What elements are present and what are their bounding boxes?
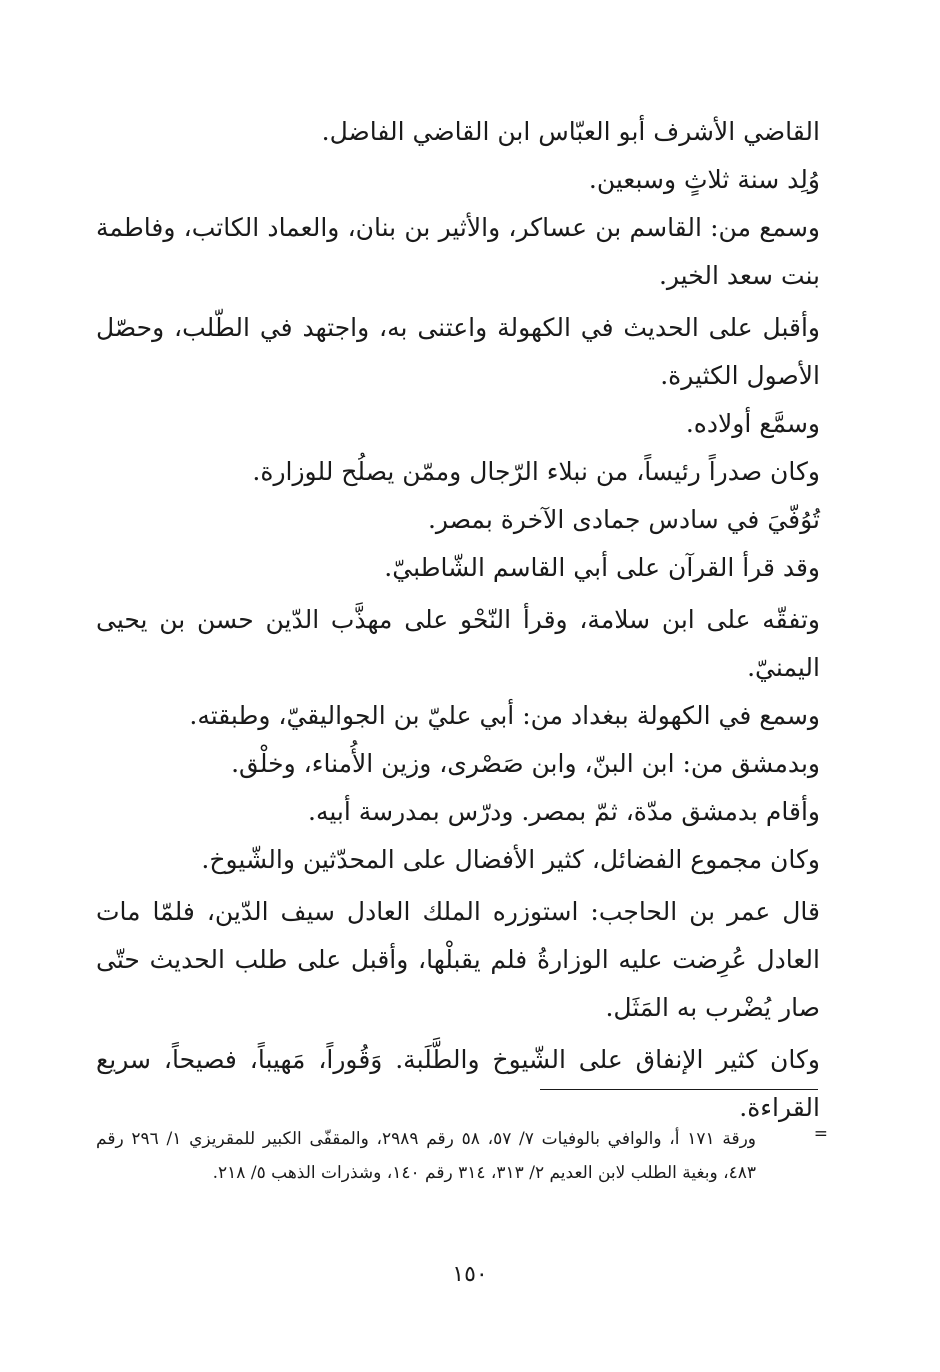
paragraph-8: وقد قرأ القرآن على أبي القاسم الشّاطبيّ. xyxy=(384,553,820,582)
footnote-divider xyxy=(540,1089,818,1090)
paragraph-7: تُوُفّيَ في سادس جمادى الآخرة بمصر. xyxy=(427,505,820,534)
paragraph-6: وكان صدراً رئيساً، من نبلاء الرّجال وممّن يصلُح للوزارة. xyxy=(252,457,820,486)
paragraph-14: قال عمر بن الحاجب: استوزره الملك العادل سيف الدّين، فلمّا مات العادل عُرِضت عليه الوزارةُ فلم يقبلْها، وأقبل على طلب الحديث حتّى صار يُضْرب به المَثَل. xyxy=(96,897,820,1022)
paragraph-15: وكان كثير الإنفاق على الشّيوخ والطَّلَبة. وَقُوراً، مَهيباً، فصيحاً، سريع القراءة. xyxy=(96,1045,820,1122)
paragraph-5: وسمَّع أولاده. xyxy=(685,409,820,438)
paragraph-12: وأقام بدمشق مدّة، ثمّ بمصر. ودرّس بمدرسة أبيه. xyxy=(308,797,820,826)
footnote-text: ورقة ١٧١ أ، والوافي بالوفيات ٧/ ٥٧، ٥٨ رقم ٢٩٨٩، والمقفّى الكبير للمقريزي ١/ ٢٩٦ رقم ٤٨٣، وبغية الطلب لابن العديم ٢/ ٣١٣، ٣١٤ رقم ١٤٠، وشذرات الذهب ٥/ ٢١٨. xyxy=(96,1129,756,1183)
paragraph-1: القاضي الأشرف أبو العبّاس ابن القاضي الفاضل. xyxy=(321,117,820,146)
paragraph-4: وأقبل على الحديث في الكهولة واعتنى به، واجتهد في الطّلب، وحصّل الأصول الكثيرة. xyxy=(96,313,820,390)
paragraph-3: وسمع من: القاسم بن عساكر، والأثير بن بنان، والعماد الكاتب، وفاطمة بنت سعد الخير. xyxy=(96,213,820,290)
paragraph-9: وتفقّه على ابن سلامة، وقرأ النّحْو على مهذَّب الدّين حسن بن يحيى اليمنيّ. xyxy=(96,605,820,682)
main-text xyxy=(96,108,820,1132)
paragraph-2: وُلِد سنة ثلاثٍ وسبعين. xyxy=(588,165,820,194)
footnote-continuation-marker: = xyxy=(813,1124,828,1144)
footnote xyxy=(96,1122,828,1190)
paragraph-13: وكان مجموع الفضائل، كثير الأفضال على المحدّثين والشّيوخ. xyxy=(201,845,820,874)
paragraph-10: وسمع في الكهولة ببغداد من: أبي عليّ بن الجواليقيّ، وطبقته. xyxy=(189,701,820,730)
page-number: ١٥٠ xyxy=(452,1262,488,1287)
paragraph-11: وبدمشق من: ابن البنّ، وابن صَصْرى، وزين الأُمناء، وخلْق. xyxy=(231,749,820,778)
